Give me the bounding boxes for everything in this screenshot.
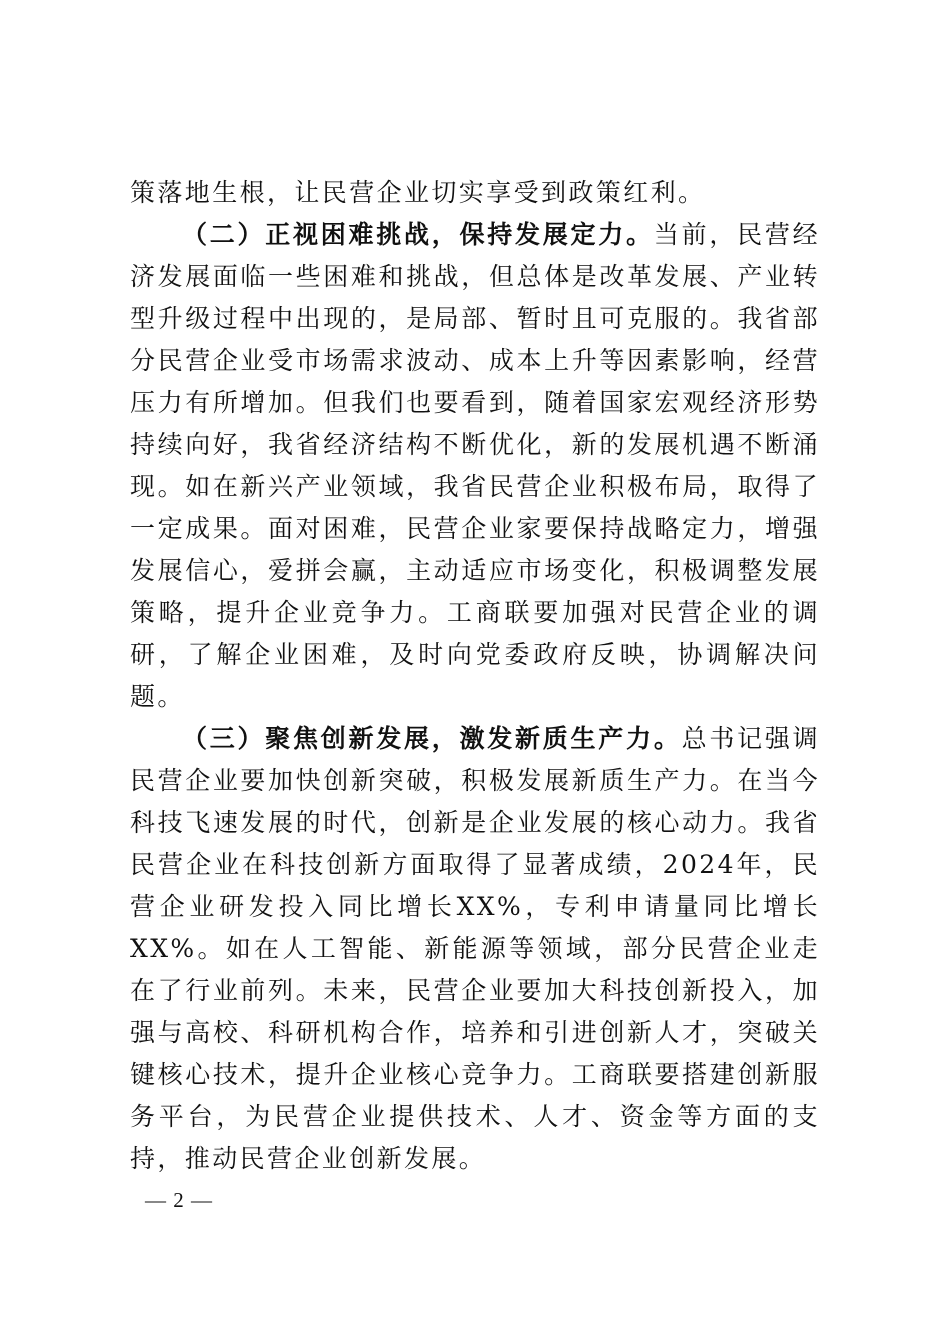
section-heading: （三）聚焦创新发展，激发新质生产力。 [182, 724, 682, 753]
document-body [130, 172, 820, 1180]
paragraph-text: 总书记强调民营企业要加快创新突破，积极发展新质生产力。在当今科技飞速发展的时代，创新是企业发展的核心动力。我省民营企业在科技创新方面取得了显著成绩，2024年，民营企业研发投入同比增长XX%，专利申请量同比增长XX%。如在人工智能、新能源等领域，部分民营企业走在了行业前列。未来，民营企业要加大科技创新投入，加强与高校、科研机构合作，培养和引进创新人才，突破关键核心技术，提升企业核心竞争力。工商联要搭建创新服务平台，为民营企业提供技术、人才、资金等方面的支持，推动民营企业创新发展。 [130, 724, 820, 1173]
paragraph-text: 当前，民营经济发展面临一些困难和挑战，但总体是改革发展、产业转型升级过程中出现的，是局部、暂时且可克服的。我省部分民营企业受市场需求波动、成本上升等因素影响，经营压力有所增加。但我们也要看到，随着国家宏观经济形势持续向好，我省经济结构不断优化，新的发展机遇不断涌现。如在新兴产业领域，我省民营企业积极布局，取得了一定成果。面对困难，民营企业家要保持战略定力，增强发展信心，爱拼会赢，主动适应市场变化，积极调整发展策略，提升企业竞争力。工商联要加强对民营企业的调研，了解企业困难，及时向党委政府反映，协调解决问题。 [130, 220, 820, 711]
paragraph-section-3 [130, 718, 820, 1180]
paragraph-continuation [130, 172, 820, 214]
section-heading: （二）正视困难挑战，保持发展定力。 [182, 220, 654, 249]
paragraph-text: 策落地生根，让民营企业切实享受到政策红利。 [130, 178, 706, 207]
page-number: — 2 — [145, 1188, 213, 1212]
paragraph-section-2 [130, 214, 820, 718]
